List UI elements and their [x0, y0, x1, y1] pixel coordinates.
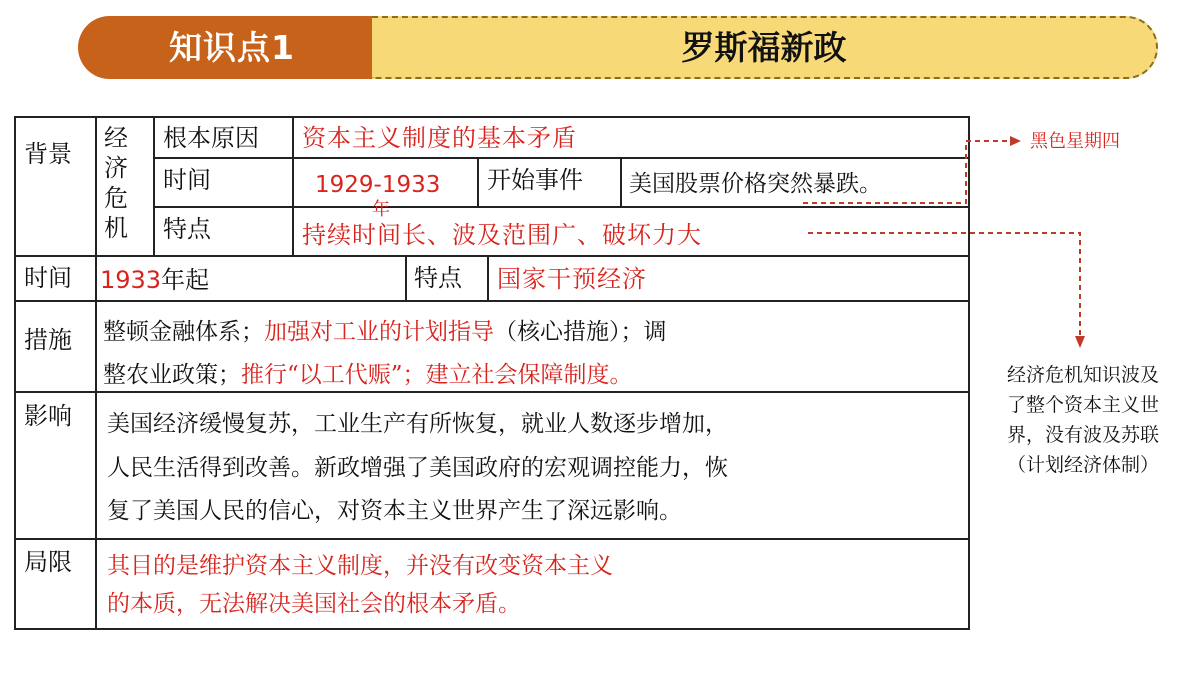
column-divider	[487, 255, 489, 302]
spread-note-connector	[808, 233, 1080, 336]
impact-line-1: 美国经济缓慢复苏，工业生产有所恢复，就业人数逐步增加，	[107, 411, 728, 437]
root-cause-value: 资本主义制度的基本矛盾	[302, 124, 577, 152]
row-divider	[14, 255, 970, 257]
start-event-value: 美国股票价格突然暴跌。	[629, 171, 882, 197]
spread-note-line: （计划经济体制）	[1006, 454, 1159, 476]
start-event-label: 开始事件	[487, 166, 583, 194]
table-border-left	[14, 116, 16, 630]
spread-note-line: 经济危机知识波及	[1006, 364, 1159, 386]
table-border-top	[14, 116, 970, 118]
limits-line-2: 的本质，无法解决美国社会的根本矛盾。	[107, 591, 521, 617]
measures-relief-social: 推行“以工代赈”；建立社会保障制度。	[241, 362, 633, 388]
measures-core-note: （核心措施）；调	[494, 319, 667, 345]
measures-label: 措施	[24, 326, 72, 354]
crisis-time-suffix: 年	[372, 199, 390, 220]
impact-line-2: 人民生活得到改善。新政增强了美国政府的宏观调控能力，恢	[107, 455, 728, 481]
crisis-features-value: 持续时间长、波及范围广、破坏力大	[302, 221, 702, 249]
new-deal-year: 1933	[100, 266, 162, 294]
background-label: 背景	[24, 140, 72, 168]
crisis-time-label: 时间	[163, 166, 211, 194]
crisis-features-label: 特点	[163, 215, 211, 243]
column-divider	[620, 157, 622, 208]
column-divider	[477, 157, 479, 208]
spread-note	[978, 360, 1188, 480]
limits-purpose: 其目的是	[107, 553, 199, 579]
page-title: 罗斯福新政	[372, 16, 1158, 79]
spread-note-line: 了整个资本主义世	[1006, 394, 1159, 416]
new-deal-feature-label: 特点	[414, 264, 462, 292]
measures-line-1	[103, 313, 667, 351]
crisis-time-value: 1929-1933	[315, 172, 441, 198]
measures-finance: 整顿金融体系；	[103, 319, 264, 345]
measures-agriculture: 整农业政策；	[103, 362, 241, 388]
spread-note-arrowhead	[1075, 336, 1085, 348]
table-border-bottom	[14, 628, 970, 630]
limits-label: 局限	[24, 548, 72, 576]
black-thursday-arrowhead	[1010, 136, 1021, 146]
new-deal-time-value	[100, 265, 209, 295]
table-border-right	[968, 116, 970, 630]
impact-line-3: 复了美国人民的信心，对资本主义世界产生了深远影响。	[107, 498, 682, 524]
row-divider	[14, 300, 970, 302]
measures-line-2	[103, 356, 633, 394]
row-divider	[153, 206, 970, 208]
root-cause-label: 根本原因	[163, 124, 259, 152]
black-thursday-note: 黑色星期四	[1030, 131, 1120, 152]
column-divider	[153, 116, 155, 257]
row-divider	[14, 538, 970, 540]
impact-label: 影响	[24, 402, 72, 430]
section-tag: 知识点1	[78, 16, 374, 79]
column-divider	[95, 116, 97, 630]
limits-line-1	[107, 547, 613, 585]
spread-note-line: 界，没有波及苏联	[1006, 424, 1159, 446]
measures-industry: 加强对工业的计划指导	[264, 319, 494, 345]
column-divider	[292, 116, 294, 257]
column-divider	[405, 255, 407, 302]
new-deal-year-suffix: 年起	[161, 266, 210, 294]
row-divider	[153, 157, 970, 159]
limits-maintain: 维护资本主义制度，并没有改变资本主义	[199, 553, 613, 579]
economic-crisis-label: 经 济 危 机	[104, 124, 128, 242]
new-deal-time-label: 时间	[24, 264, 72, 292]
new-deal-feature-value: 国家干预经济	[497, 265, 647, 293]
